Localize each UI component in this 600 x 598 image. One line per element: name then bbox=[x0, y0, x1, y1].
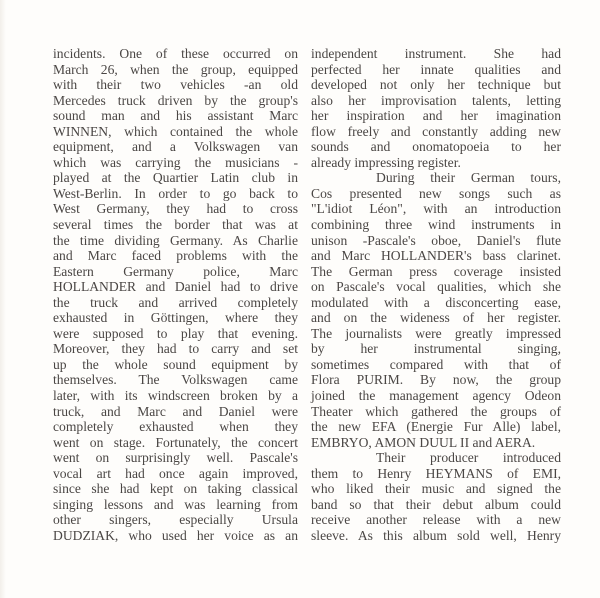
text-line: truck, and Marc and Daniel were bbox=[53, 403, 298, 419]
text-line: which was carrying the musicians - bbox=[53, 154, 298, 170]
text-line: The journalists were greatly impressed bbox=[311, 325, 561, 341]
text-line: receive another release with a new bbox=[311, 512, 561, 528]
text-line: band so that their debut album could bbox=[311, 496, 561, 512]
text-line: March 26, when the group, equipped bbox=[53, 61, 298, 77]
text-line: HOLLANDER and Daniel had to drive bbox=[53, 279, 298, 295]
text-line: played at the Quartier Latin club in bbox=[53, 170, 298, 186]
text-line: themselves. The Volkswagen came bbox=[53, 372, 298, 388]
text-line: During their German tours, bbox=[376, 170, 561, 186]
right-text-column bbox=[311, 46, 561, 544]
text-line: sounds and onomatopoeia to her bbox=[311, 139, 561, 155]
left-text-column bbox=[53, 46, 298, 544]
text-line: exhausted in Göttingen, where they bbox=[53, 310, 298, 326]
text-line: several times the border that was at bbox=[53, 217, 298, 233]
text-line: were supposed to play that evening. bbox=[53, 325, 298, 341]
text-line: the truck and arrived completely bbox=[53, 294, 298, 310]
text-line: them to Henry HEYMANS of EMI, bbox=[311, 465, 561, 481]
text-line: West-Berlin. In order to go back to bbox=[53, 185, 298, 201]
text-line: equipment, and a Volkswagen van bbox=[53, 139, 298, 155]
text-line: sometimes compared with that of bbox=[311, 356, 561, 372]
text-line: DUDZIAK, who used her voice as an bbox=[53, 527, 298, 543]
text-line: by her instrumental singing, bbox=[311, 341, 561, 357]
text-line: joined the management agency Odeon bbox=[311, 388, 561, 404]
text-line: also her improvisation talents, letting bbox=[311, 92, 561, 108]
text-line: completely exhausted when they bbox=[53, 419, 298, 435]
text-line: WINNEN, which contained the whole bbox=[53, 123, 298, 139]
text-line: the time dividing Germany. As Charlie bbox=[53, 232, 298, 248]
text-line: Mercedes truck driven by the group's bbox=[53, 92, 298, 108]
text-line: independent instrument. She had bbox=[311, 46, 561, 61]
text-line: Moreover, they had to carry and set bbox=[53, 341, 298, 357]
text-line: the new EFA (Energie Fur Alle) label, bbox=[311, 419, 561, 435]
text-line: on Pascale's vocal qualities, which she bbox=[311, 279, 561, 295]
text-line: and Marc faced problems with the bbox=[53, 248, 298, 264]
text-line: EMBRYO, AMON DUUL II and AERA. bbox=[311, 434, 536, 450]
text-line: perfected her innate qualities and bbox=[311, 61, 561, 77]
text-line: West Germany, they had to cross bbox=[53, 201, 298, 217]
text-line: Cos presented new songs such as bbox=[311, 185, 561, 201]
text-line: later, with its windscreen broken by a bbox=[53, 388, 298, 404]
text-line: since she had kept on taking classical bbox=[53, 481, 298, 497]
page-edge-shadow bbox=[0, 0, 6, 598]
text-line: sound man and his assistant Marc bbox=[53, 108, 298, 124]
text-line: "L'idiot Léon", with an introduction bbox=[311, 201, 561, 217]
text-line: modulated with a disconcerting ease, bbox=[311, 294, 561, 310]
text-line: who liked their music and signed the bbox=[311, 481, 561, 497]
text-line: Their producer introduced bbox=[376, 450, 561, 466]
text-line: up the whole sound equipment by bbox=[53, 356, 298, 372]
text-line: and Marc HOLLANDER's bass clarinet. bbox=[311, 248, 561, 264]
text-line: and on the wideness of her register. bbox=[311, 310, 561, 326]
text-line: flow freely and constantly adding new bbox=[311, 123, 561, 139]
text-line: with their two vehicles -an old bbox=[53, 77, 298, 93]
text-line: sleeve. As this album sold well, Henry bbox=[311, 527, 561, 543]
text-line: incidents. One of these occurred on bbox=[53, 46, 298, 61]
text-line: vocal art had once again improved, bbox=[53, 465, 298, 481]
text-line: Theater which gathered the groups of bbox=[311, 403, 561, 419]
text-line: singing lessons and was learning from bbox=[53, 496, 298, 512]
text-line: Flora PURIM. By now, the group bbox=[311, 372, 561, 388]
text-line: her inspiration and her imagination bbox=[311, 108, 561, 124]
text-line: already impressing register. bbox=[311, 154, 461, 170]
text-line: unison -Pascale's oboe, Daniel's flute bbox=[311, 232, 561, 248]
text-line: combining three wind instruments in bbox=[311, 217, 561, 233]
text-line: other singers, especially Ursula bbox=[53, 512, 298, 528]
text-line: went on stage. Fortunately, the concert bbox=[53, 434, 298, 450]
text-line: went on surprisingly well. Pascale's bbox=[53, 450, 298, 466]
text-line: Eastern Germany police, Marc bbox=[53, 263, 298, 279]
text-line: The German press coverage insisted bbox=[311, 263, 561, 279]
text-line: developed not only her technique but bbox=[311, 77, 561, 93]
